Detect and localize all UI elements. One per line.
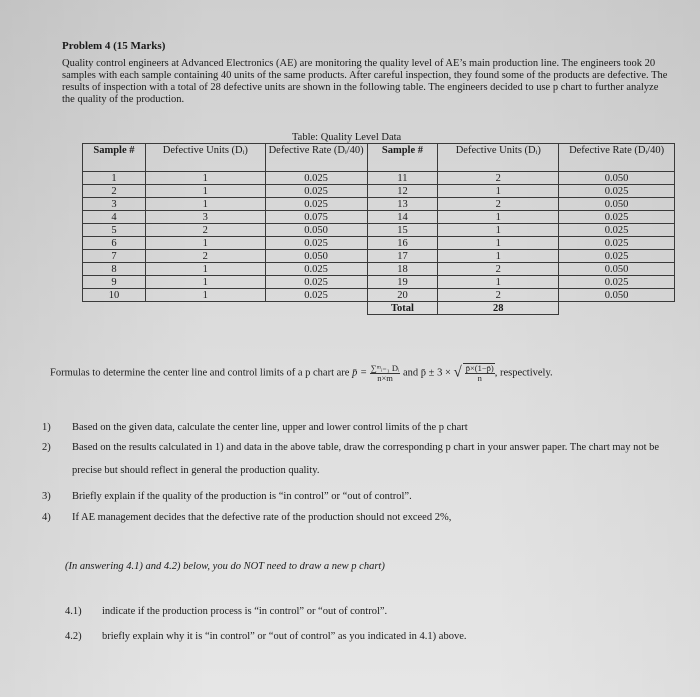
sample-cell: 3 bbox=[83, 198, 146, 211]
defective-units-cell: 1 bbox=[438, 237, 559, 250]
sample-cell: 12 bbox=[367, 185, 438, 198]
sample-cell: 16 bbox=[367, 237, 438, 250]
sample-cell: 18 bbox=[367, 263, 438, 276]
defective-units-cell: 2 bbox=[438, 172, 559, 185]
formula-fraction bbox=[370, 364, 401, 383]
sample-cell: 2 bbox=[83, 185, 146, 198]
table-row bbox=[83, 224, 675, 237]
defective-rate-cell: 0.025 bbox=[265, 237, 367, 250]
fraction-denominator: n×m bbox=[377, 372, 393, 383]
subquestion-text: briefly explain why it is “in control” or “out of control” as you indicated in 4.1) above. bbox=[102, 631, 467, 642]
question-number: 4) bbox=[42, 512, 51, 523]
formula-mid: and p̄ ± 3 × bbox=[403, 367, 451, 379]
header-defective-units-right: Defective Units (Dᵢ) bbox=[438, 144, 559, 172]
sqrt-denominator: n bbox=[477, 373, 482, 383]
defective-rate-cell: 0.050 bbox=[559, 198, 675, 211]
defective-units-cell: 3 bbox=[145, 211, 265, 224]
sqrt-numerator: p̄×(1−p̄) bbox=[465, 363, 494, 373]
table-row bbox=[83, 237, 675, 250]
defective-rate-cell: 0.050 bbox=[265, 224, 367, 237]
defective-rate-cell: 0.025 bbox=[265, 198, 367, 211]
header-sample-left: Sample # bbox=[83, 144, 146, 172]
defective-rate-cell: 0.025 bbox=[265, 289, 367, 302]
question-number: 1) bbox=[42, 422, 51, 433]
defective-rate-cell: 0.025 bbox=[559, 185, 675, 198]
sample-cell: 10 bbox=[83, 289, 146, 302]
problem-title: Problem 4 (15 Marks) bbox=[62, 40, 166, 52]
defective-units-cell: 2 bbox=[438, 289, 559, 302]
subquestion-number: 4.1) bbox=[65, 606, 82, 617]
defective-units-cell: 2 bbox=[438, 263, 559, 276]
sample-cell: 15 bbox=[367, 224, 438, 237]
quality-data-table bbox=[82, 143, 675, 315]
formula-prefix: Formulas to determine the center line and control limits of a p chart are bbox=[50, 367, 350, 379]
table-row bbox=[83, 211, 675, 224]
sample-cell: 9 bbox=[83, 276, 146, 289]
defective-units-cell: 1 bbox=[145, 185, 265, 198]
table-row bbox=[83, 276, 675, 289]
total-value: 28 bbox=[438, 302, 559, 315]
defective-rate-cell: 0.050 bbox=[265, 250, 367, 263]
formula-suffix: , respectively. bbox=[494, 367, 553, 379]
defective-units-cell: 1 bbox=[145, 276, 265, 289]
table-row bbox=[83, 185, 675, 198]
subquestion-text: indicate if the production process is “in control” or “out of control”. bbox=[102, 606, 388, 617]
formula-line bbox=[50, 363, 690, 383]
sample-cell: 8 bbox=[83, 263, 146, 276]
defective-rate-cell: 0.050 bbox=[559, 289, 675, 302]
sample-cell: 13 bbox=[367, 198, 438, 211]
defective-rate-cell: 0.050 bbox=[559, 263, 675, 276]
subquestion-number: 4.2) bbox=[65, 631, 82, 642]
header-defective-units-left: Defective Units (Dᵢ) bbox=[145, 144, 265, 172]
sample-cell: 7 bbox=[83, 250, 146, 263]
formula-pbar: p̄ = bbox=[352, 367, 368, 379]
sample-cell: 11 bbox=[367, 172, 438, 185]
defective-units-cell: 2 bbox=[145, 250, 265, 263]
defective-units-cell: 1 bbox=[145, 289, 265, 302]
sample-cell: 6 bbox=[83, 237, 146, 250]
defective-rate-cell: 0.025 bbox=[559, 224, 675, 237]
defective-units-cell: 1 bbox=[145, 263, 265, 276]
defective-units-cell: 1 bbox=[438, 276, 559, 289]
defective-units-cell: 1 bbox=[438, 211, 559, 224]
sample-cell: 14 bbox=[367, 211, 438, 224]
question-text: Briefly explain if the quality of the production is “in control” or “out of control”. bbox=[72, 491, 412, 502]
problem-intro: Quality control engineers at Advanced Electronics (AE) are monitoring the quality level of AE’s main production line. The engineers took 20 samples with each sample containing 40 units of the same products. After careful inspection, they found some of the products are defective. The results of inspection with a total of 28 defective units are shown in the following table. The engineers decided to use p chart to further analyze the quality of the production. bbox=[62, 58, 668, 105]
defective-rate-cell: 0.025 bbox=[265, 185, 367, 198]
table-title: Table: Quality Level Data bbox=[292, 132, 402, 143]
question-number: 3) bbox=[42, 491, 51, 502]
defective-units-cell: 1 bbox=[438, 185, 559, 198]
defective-rate-cell: 0.075 bbox=[265, 211, 367, 224]
question-text: If AE management decides that the defective rate of the production should not exceed 2%, bbox=[72, 512, 452, 523]
question-number: 2) bbox=[42, 442, 51, 453]
sample-cell: 1 bbox=[83, 172, 146, 185]
sample-cell: 4 bbox=[83, 211, 146, 224]
sqrt-icon: √ bbox=[453, 364, 462, 381]
table-row bbox=[83, 198, 675, 211]
defective-rate-cell: 0.025 bbox=[559, 276, 675, 289]
defective-rate-cell: 0.025 bbox=[265, 276, 367, 289]
sample-cell: 17 bbox=[367, 250, 438, 263]
sample-cell: 5 bbox=[83, 224, 146, 237]
instruction-note: (In answering 4.1) and 4.2) below, you do NOT need to draw a new p chart) bbox=[65, 561, 385, 572]
question-text: Based on the given data, calculate the center line, upper and lower control limits of the p chart bbox=[72, 422, 468, 433]
fraction-numerator: ∑ᵐᵢ₌₁ Dᵢ bbox=[370, 362, 400, 373]
defective-rate-cell: 0.025 bbox=[559, 211, 675, 224]
defective-units-cell: 1 bbox=[145, 237, 265, 250]
defective-rate-cell: 0.025 bbox=[265, 172, 367, 185]
defective-units-cell: 1 bbox=[438, 250, 559, 263]
defective-units-cell: 2 bbox=[438, 198, 559, 211]
defective-units-cell: 1 bbox=[145, 172, 265, 185]
table-row bbox=[83, 250, 675, 263]
defective-rate-cell: 0.025 bbox=[559, 237, 675, 250]
header-sample-right: Sample # bbox=[367, 144, 438, 172]
defective-units-cell: 1 bbox=[438, 224, 559, 237]
formula-sqrt bbox=[463, 363, 495, 383]
header-defective-rate-right: Defective Rate (Dᵢ/40) bbox=[559, 144, 675, 172]
table-row bbox=[83, 289, 675, 302]
defective-rate-cell: 0.050 bbox=[559, 172, 675, 185]
defective-rate-cell: 0.025 bbox=[265, 263, 367, 276]
sample-cell: 19 bbox=[367, 276, 438, 289]
sample-cell: 20 bbox=[367, 289, 438, 302]
header-defective-rate-left: Defective Rate (Dᵢ/40) bbox=[265, 144, 367, 172]
question-text: Based on the results calculated in 1) and data in the above table, draw the corresponding p chart in your answer paper. The chart may not be precise but should reflect in general the production quality. bbox=[72, 442, 660, 476]
total-label: Total bbox=[367, 302, 438, 315]
defective-units-cell: 1 bbox=[145, 198, 265, 211]
defective-units-cell: 2 bbox=[145, 224, 265, 237]
table-total-row bbox=[83, 302, 675, 315]
table-row bbox=[83, 263, 675, 276]
table-header-row bbox=[83, 144, 675, 172]
defective-rate-cell: 0.025 bbox=[559, 250, 675, 263]
table-row bbox=[83, 172, 675, 185]
